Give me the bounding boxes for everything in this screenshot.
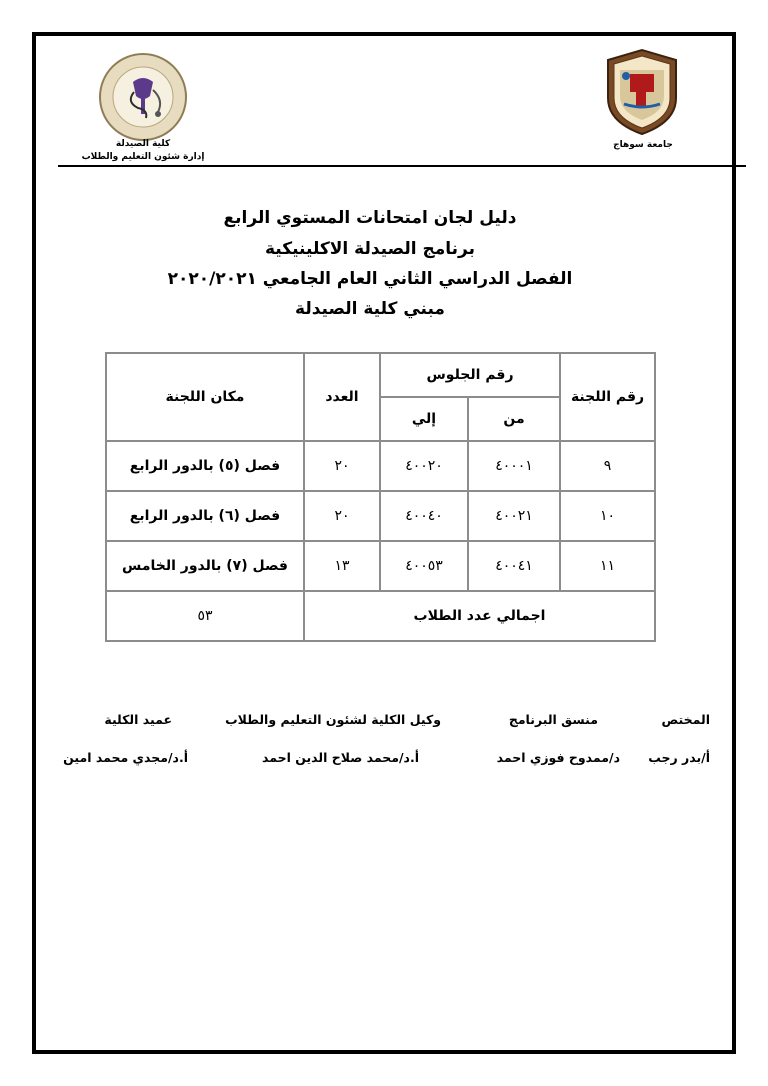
cell-count: ٢٠ [304,441,380,491]
university-seal-logo [600,46,684,136]
university-name: جامعة سوهاج [613,140,673,150]
signature-role-vice-dean: وكيل الكلية لشئون التعليم والطلاب [225,712,441,727]
signature-name-officer: أ/بدر رجب [648,750,710,765]
title-line-3: الفصل الدراسي الثاني العام الجامعي ٢٠٢٠/٢٠٢١ [167,269,573,289]
cell-from: ٤٠٠٤١ [468,541,560,591]
cell-to: ٤٠٠٥٣ [380,541,468,591]
faculty-name: كلية الصيدلة [115,139,171,149]
signature-role-dean: عميد الكلية [104,712,172,727]
title-line-2: برنامج الصيدلة الاكلينيكية [264,239,476,259]
total-label: اجمالي عدد الطلاب [304,591,655,641]
header-seat-no: رقم الجلوس [380,353,560,397]
header-committee-no: رقم اللجنة [560,353,655,441]
cell-committee-no: ١١ [560,541,655,591]
title-line-1: دليل لجان امتحانات المستوي الرابع [223,208,517,228]
table-row [106,491,655,541]
cell-from: ٤٠٠٠١ [468,441,560,491]
cell-committee-no: ٩ [560,441,655,491]
title-line-4: مبني كلية الصيدلة [295,299,445,319]
header-from: من [468,397,560,441]
header-to: إلي [380,397,468,441]
committees-table [105,352,656,642]
signature-role-coordinator: منسق البرنامج [508,712,598,727]
cell-location: فصل (٥) بالدور الرابع [106,441,304,491]
cell-to: ٤٠٠٢٠ [380,441,468,491]
cell-from: ٤٠٠٢١ [468,491,560,541]
cell-committee-no: ١٠ [560,491,655,541]
table-row [106,541,655,591]
signature-role-officer: المختص [661,712,710,727]
signature-name-dean: أ.د/مجدي محمد امين [63,750,188,765]
signature-name-coordinator: د/ممدوح فوزي احمد [496,750,620,765]
header-count: العدد [304,353,380,441]
header-rule [58,165,746,167]
cell-to: ٤٠٠٤٠ [380,491,468,541]
department-name: إدارة شئون التعليم والطلاب [81,152,205,162]
cell-location: فصل (٧) بالدور الخامس [106,541,304,591]
cell-count: ١٣ [304,541,380,591]
cell-count: ٢٠ [304,491,380,541]
program-logo [98,52,188,142]
header-location: مكان اللجنة [106,353,304,441]
total-row [106,591,655,641]
total-value: ٥٣ [106,591,304,641]
signature-name-vice-dean: أ.د/محمد صلاح الدين احمد [261,750,419,765]
table-row [106,441,655,491]
cell-location: فصل (٦) بالدور الرابع [106,491,304,541]
